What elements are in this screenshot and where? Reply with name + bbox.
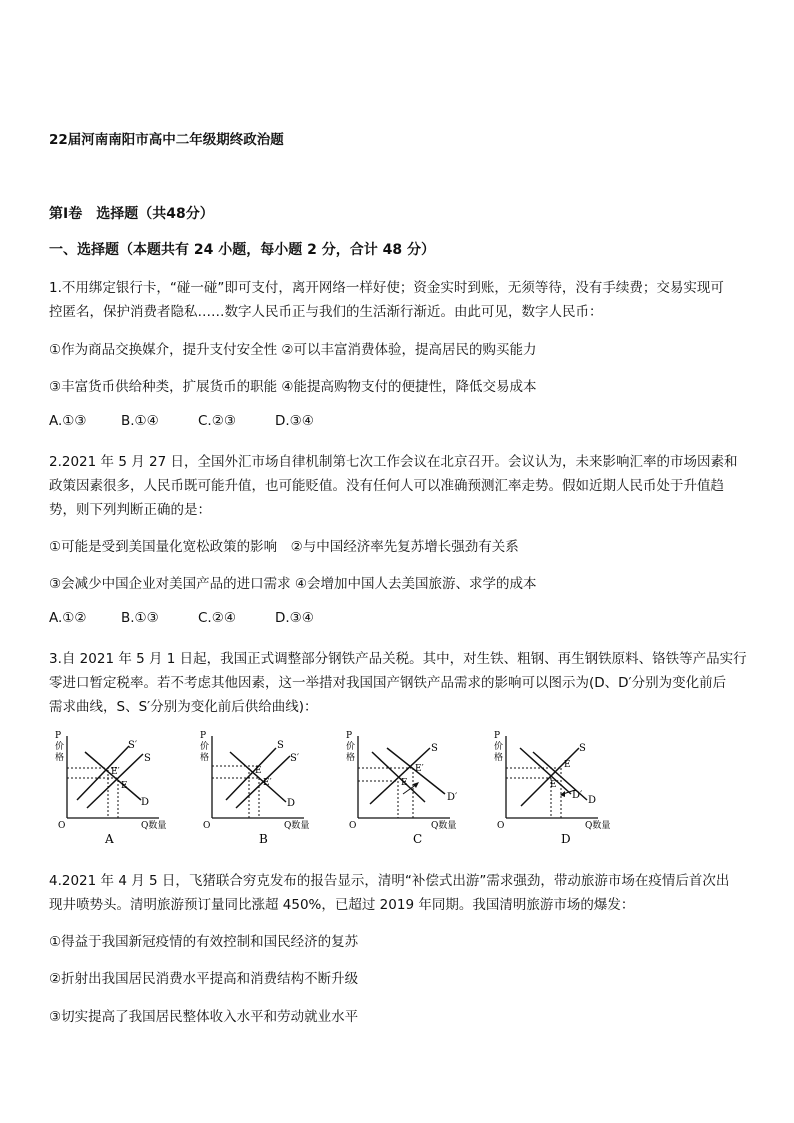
graph-b-label-d: D bbox=[287, 798, 296, 809]
q3-stem-line-2: 零进口暂定税率。若不考虑其他因素，这一举措对我国国产钢铁产品需求的影响可以图示为(D、D′分别为变化前后 bbox=[49, 675, 727, 691]
q1-stem-line-2: 控匿名，保护消费者隐私……数字人民币正与我们的生活渐行渐近。由此可见，数字人民币： bbox=[49, 304, 603, 320]
graph-d-label-s: S bbox=[579, 743, 586, 754]
q1-option-line-2: ③丰富货币供给种类，扩展货币的职能 ④能提高购物支付的便捷性，降低交易成本 bbox=[49, 379, 537, 395]
document-title: 22届河南南阳市高中二年级期终政治题 bbox=[49, 132, 284, 148]
graph-d-label-e-prime: E′ bbox=[550, 780, 559, 790]
q2-option-line-2: ③会减少中国企业对美国产品的进口需求 ④会增加中国人去美国旅游、求学的成本 bbox=[49, 576, 537, 592]
graph-a-label-e: E bbox=[121, 781, 128, 791]
section-heading: 一、选择题（本题共有 24 小题，每小题 2 分，合计 48 分） bbox=[49, 242, 435, 258]
q4-stem-line-1: 4.2021 年 4 月 5 日，飞猪联合穷克发布的报告显示，清明“补偿式出游”需求强劲，带动旅游市场在疫情后首次出 bbox=[49, 873, 730, 889]
q4-option-line-1: ①得益于我国新冠疫情的有效控制和国民经济的复苏 bbox=[49, 934, 359, 950]
q1-stem-line-1: 1.不用绑定银行卡，“碰一碰”即可支付，离开网络一样好使；资金实时到账，无须等待，没有手续费；交易实现可 bbox=[49, 280, 724, 296]
graph-d-demand-d-prime bbox=[520, 748, 571, 794]
q4-stem-line-2: 现井喷势头。清明旅游预订量同比涨超 450%，已超过 2019 年同期。我国清明旅游市场的爆发： bbox=[49, 897, 635, 913]
q2-stem-line-3: 势，则下列判断正确的是： bbox=[49, 502, 211, 518]
graph-a-label-e-prime: E′ bbox=[111, 767, 120, 777]
q4-option-line-3: ③切实提高了我国居民整体收入水平和劳动就业水平 bbox=[49, 1009, 359, 1025]
graph-d-label-d-prime: D′ bbox=[572, 790, 583, 801]
graph-d-letter: D bbox=[561, 832, 571, 846]
part-heading: 第Ⅰ卷 选择题（共48分） bbox=[49, 206, 214, 222]
q1-option-line-1: ①作为商品交换媒介，提升支付安全性 ②可以丰富消费体验，提高居民的购买能力 bbox=[49, 342, 537, 358]
graph-c-label-d-prime: D′ bbox=[447, 792, 458, 803]
graph-c-supply-s bbox=[370, 748, 430, 804]
q2-stem-line-2: 政策因素很多，人民币既可能升值，也可能贬值。没有任何人可以准确预测汇率走势。假如近期人民币处于升值趋 bbox=[49, 478, 724, 494]
graph-c[interactable] bbox=[345, 730, 485, 848]
graph-c-p-label: P bbox=[346, 731, 353, 741]
graph-d-x-label: Q数量 bbox=[585, 821, 611, 831]
q1-choices bbox=[49, 413, 314, 429]
svg-text:O: O bbox=[58, 821, 66, 831]
graph-b-x-label: Q数量 bbox=[284, 821, 310, 831]
graph-b-label-s: S bbox=[277, 740, 284, 751]
q2-choice-a[interactable]: A.①② bbox=[49, 610, 87, 626]
q2-stem-line-1: 2.2021 年 5 月 27 日，全国外汇市场自律机制第七次工作会议在北京召开。会议认为，未来影响汇率的市场因素和 bbox=[49, 454, 738, 470]
graph-d-y-label-2: 格 bbox=[494, 753, 504, 763]
q2-option-line-1: ①可能是受到美国量化宽松政策的影响 ②与中国经济率先复苏增长强劲有关系 bbox=[49, 539, 519, 555]
graph-c-label-e-prime: E′ bbox=[415, 764, 424, 774]
q2-choice-d[interactable]: D.③④ bbox=[275, 610, 314, 626]
q1-choice-b[interactable]: B.①④ bbox=[121, 413, 159, 429]
graph-a-letter: A bbox=[105, 832, 114, 846]
graph-d[interactable] bbox=[493, 730, 633, 848]
graph-a-label-s-prime: S′ bbox=[128, 740, 138, 751]
graph-c-label-s: S bbox=[431, 743, 438, 754]
graph-b-demand-d bbox=[230, 752, 286, 802]
graph-d-y-label-1: 价 bbox=[494, 742, 504, 752]
graph-b-letter: B bbox=[259, 832, 268, 846]
q1-choice-d[interactable]: D.③④ bbox=[275, 413, 314, 429]
graph-a-y-label-2: 格 bbox=[55, 753, 65, 763]
graph-b-y-label-2: 格 bbox=[200, 753, 210, 763]
graph-c-letter: C bbox=[413, 832, 423, 846]
graph-c-y-label-2: 格 bbox=[346, 753, 356, 763]
graph-b-label-e-prime: E′ bbox=[263, 778, 272, 788]
svg-text:O: O bbox=[349, 821, 357, 831]
graph-a-y-label-1: 价 bbox=[55, 742, 65, 752]
graph-b-p-label: P bbox=[200, 731, 207, 741]
graph-b-label-e: E bbox=[255, 766, 262, 776]
graph-a-label-s: S bbox=[144, 753, 151, 764]
svg-text:O: O bbox=[203, 821, 211, 831]
q1-choice-c[interactable]: C.②③ bbox=[198, 413, 236, 429]
graph-a-x-label: Q数量 bbox=[141, 821, 167, 831]
q4-option-line-2: ②折射出我国居民消费水平提高和消费结构不断升级 bbox=[49, 971, 359, 987]
q1-choice-a[interactable]: A.①③ bbox=[49, 413, 87, 429]
graph-c-y-label-1: 价 bbox=[346, 742, 356, 752]
graph-b-label-s-prime: S′ bbox=[290, 753, 300, 764]
graph-d-p-label: P bbox=[494, 731, 501, 741]
graph-c-x-label: Q数量 bbox=[431, 821, 457, 831]
svg-text:O: O bbox=[497, 821, 505, 831]
graph-b[interactable] bbox=[198, 730, 338, 848]
q3-stem-line-1: 3.自 2021 年 5 月 1 日起，我国正式调整部分钢铁产品关税。其中，对生铁、粗钢、再生钢铁原料、铬铁等产品实行 bbox=[49, 651, 747, 667]
graph-a-p-label: P bbox=[55, 731, 62, 741]
q2-choice-c[interactable]: C.②④ bbox=[198, 610, 236, 626]
graph-c-label-e: E bbox=[401, 778, 408, 788]
q2-choice-b[interactable]: B.①③ bbox=[121, 610, 159, 626]
q3-stem-line-3: 需求曲线，S、S′分别为变化前后供给曲线)： bbox=[49, 699, 318, 715]
q2-choices bbox=[49, 610, 314, 626]
graph-b-y-label-1: 价 bbox=[200, 742, 210, 752]
graph-a-label-d: D bbox=[141, 797, 150, 808]
graph-d-label-d: D bbox=[588, 795, 597, 806]
graph-a[interactable] bbox=[55, 730, 195, 848]
graph-d-label-e: E bbox=[564, 760, 571, 770]
